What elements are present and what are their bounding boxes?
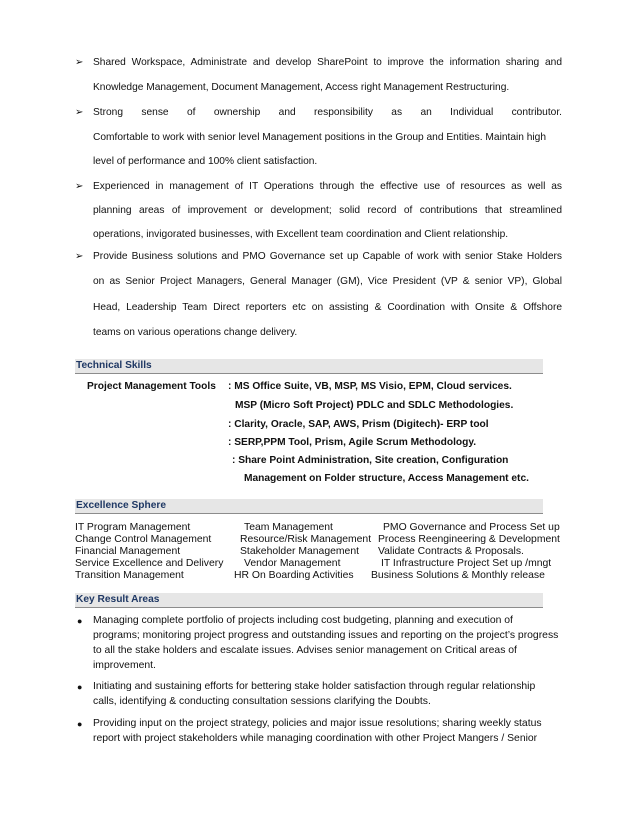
- bullet-text-line: operations, invigorated businesses, with Excellent team coordination and Client relationship.: [93, 229, 509, 240]
- bullet-text-line: teams on various operations change delivery.: [93, 327, 298, 338]
- excellence-item: Financial Management: [75, 546, 181, 557]
- kra-text-line: calls, identifying & conducting consultation sessions clarifying the Doubts.: [93, 696, 431, 707]
- kra-text-line: improvement.: [93, 660, 156, 671]
- excellence-item: Service Excellence and Delivery: [75, 558, 224, 569]
- excellence-item: PMO Governance and Process Set up: [383, 522, 560, 533]
- bullet-text-line: Shared Workspace, Administrate and develop SharePoint to improve the information sharing and: [93, 57, 562, 68]
- excellence-item: Change Control Management: [75, 534, 212, 545]
- excellence-item: Process Reengineering & Development: [378, 534, 560, 545]
- bullet-text-line: Strong sense of ownership and responsibility as an Individual contributor.: [93, 107, 562, 118]
- bullet-text-line: Provide Business solutions and PMO Governance set up Capable of work with senior Stake Holders: [93, 251, 562, 262]
- tech-skill-line: Management on Folder structure, Access Management etc.: [244, 473, 529, 484]
- bullet-text-line: planning areas of improvement or development; solid record of contributions that streamlined: [93, 205, 562, 216]
- arrow-bullet-icon: ➢: [75, 107, 84, 118]
- tech-skill-line: : SERP,PPM Tool, Prism, Agile Scrum Methodology.: [228, 437, 477, 448]
- excellence-item: IT Program Management: [75, 522, 191, 533]
- excellence-item: Team Management: [244, 522, 333, 533]
- tech-skill-label: Project Management Tools: [87, 381, 216, 392]
- excellence-item: Resource/Risk Management: [240, 534, 372, 545]
- excellence-item: Stakeholder Management: [240, 546, 359, 557]
- bullet-text-line: on as Senior Project Managers, General Manager (GM), Vice President (VP & senior VP), Global: [93, 276, 562, 287]
- excellence-item: IT Infrastructure Project Set up /mngt: [381, 558, 552, 569]
- arrow-bullet-icon: ➢: [75, 181, 84, 192]
- kra-text-line: Initiating and sustaining efforts for bettering stake holder satisfaction through regular relationship: [93, 681, 536, 692]
- kra-text-line: to all the stake holders and escalate issues. Advises senior management on Critical areas of: [93, 645, 517, 656]
- kra-text-line: Managing complete portfolio of projects including cost budgeting, planning and execution of: [93, 615, 513, 626]
- bullet-dot-icon: ●: [77, 616, 83, 626]
- excellence-item: Business Solutions & Monthly release: [371, 570, 545, 581]
- bullet-dot-icon: ●: [77, 719, 83, 729]
- arrow-bullet-icon: ➢: [75, 251, 84, 262]
- kra-text-line: report with project stakeholders while managing coordination with other Project Mangers / Senior: [93, 733, 538, 744]
- kra-text-line: Providing input on the project strategy, policies and major issue resolutions; sharing weekly status: [93, 718, 542, 729]
- bullet-text-line: Experienced in management of IT Operations through the effective use of resources as well as: [93, 181, 562, 192]
- bullet-text-line: level of performance and 100% client satisfaction.: [93, 156, 318, 167]
- tech-skill-line: : MS Office Suite, VB, MSP, MS Visio, EPM, Cloud services.: [228, 381, 512, 392]
- tech-skill-line: : Clarity, Oracle, SAP, AWS, Prism (Digitech)- ERP tool: [228, 419, 489, 430]
- tech-skill-line: MSP (Micro Soft Project) PDLC and SDLC Methodologies.: [235, 400, 514, 411]
- excellence-item: HR On Boarding Activities: [234, 570, 354, 581]
- kra-text-line: programs; monitoring project progress and outstanding issues and reporting on the project’s progress: [93, 630, 559, 641]
- bullet-dot-icon: ●: [77, 682, 83, 692]
- section-heading-technical-skills: Technical Skills: [75, 359, 543, 374]
- excellence-item: Transition Management: [75, 570, 184, 581]
- excellence-item: Vendor Management: [244, 558, 341, 569]
- bullet-text-line: Head, Leadership Team Direct reporters etc on assisting & Coordination with Onsite & Offshore: [93, 302, 562, 313]
- bullet-text-line: Knowledge Management, Document Management, Access right Management Restructuring.: [93, 82, 510, 93]
- section-heading-key-result-areas: Key Result Areas: [75, 593, 543, 608]
- arrow-bullet-icon: ➢: [75, 57, 84, 68]
- tech-skill-line: : Share Point Administration, Site creation, Configuration: [232, 455, 509, 466]
- section-heading-excellence-sphere: Excellence Sphere: [75, 499, 543, 514]
- bullet-text-line: Comfortable to work with senior level Management positions in the Group and Entities. Maintain high: [93, 132, 547, 143]
- excellence-item: Validate Contracts & Proposals.: [378, 546, 524, 557]
